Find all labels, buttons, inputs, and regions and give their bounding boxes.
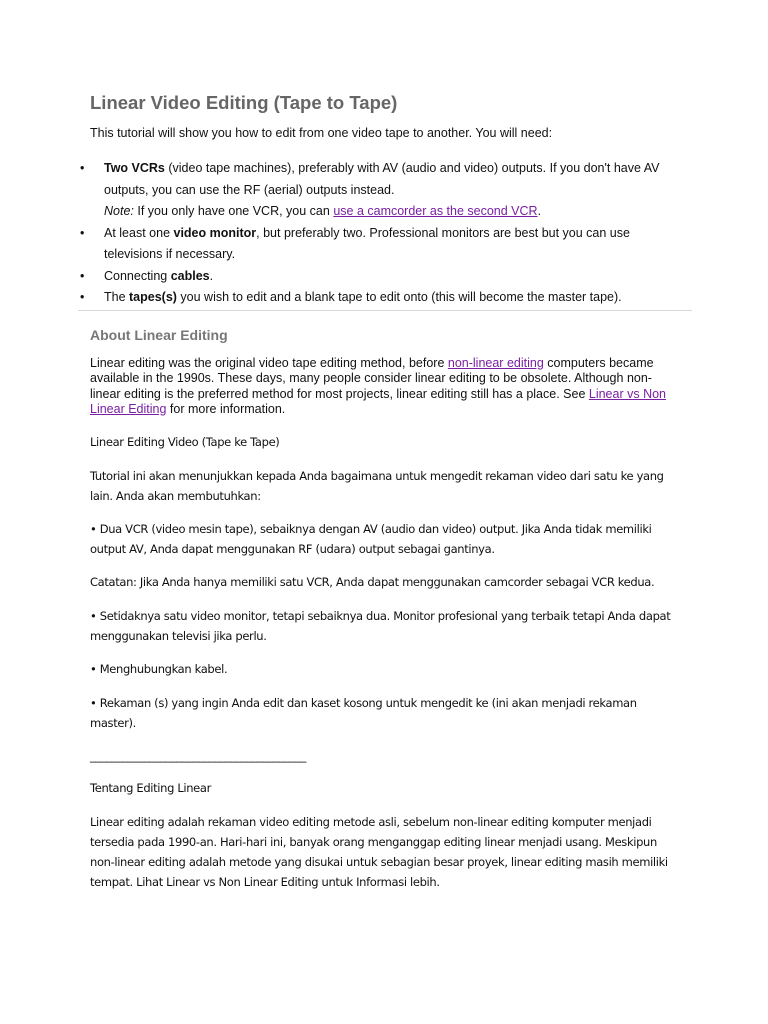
translation-bullet: • Setidaknya satu video monitor, tetapi sebaiknya dua. Monitor profesional yang terbaik tetapi Anda dapat menggunakan televisi jika perlu. [90, 608, 671, 643]
list-item: • The tapes(s) you wish to edit and a blank tape to edit onto (this will become the master tape). [90, 287, 680, 309]
about-paragraph: Linear editing was the original video tape editing method, before non-linear editing computers became available in the 1990s. These days, many people consider linear editing to be obsolete. Although non-linear editing is the preferred method for most projects, linear editing still has a place. See Linear vs Non Linear Editing for more information. [90, 355, 666, 416]
bullet-icon: • [80, 225, 85, 240]
horizontal-divider [78, 310, 692, 311]
translation-note: Catatan: Jika Anda hanya memiliki satu VCR, Anda dapat menggunakan camcorder sebagai VCR kedua. [90, 574, 655, 589]
document-content [80, 92, 680, 905]
bullet-icon: • [80, 268, 85, 283]
item-bold: Two VCRs [104, 161, 165, 175]
list-item: • Two VCRs (video tape machines), preferably with AV (audio and video) outputs. If you don't have AV outputs, you can use the RF (aerial) outputs instead. Note: If you only have one VCR, you can use a camcorder as the second VCR. [90, 158, 680, 223]
note-label: Note: [104, 204, 134, 218]
underscore-separator: ________________________________________ [90, 748, 307, 763]
note-text: If you only have one VCR, you can [133, 204, 334, 218]
about-heading: About Linear Editing [90, 326, 228, 343]
bullet-icon: • [80, 290, 85, 304]
translation-section [90, 432, 680, 892]
translation-about-heading: Tentang Editing Linear [90, 780, 211, 795]
intro-paragraph: This tutorial will show you how to edit from one video tape to another. You will need: [90, 126, 553, 140]
translation-bullet: • Rekaman (s) yang ingin Anda edit dan kaset kosong untuk mengedit ke (ini akan menjadi rekaman master). [90, 695, 637, 730]
page-title: Linear Video Editing (Tape to Tape) [90, 92, 398, 113]
item-text: (video tape machines), preferably with AV (audio and video) outputs. If you don't have AV outputs, you can use the RF (aerial) outputs instead. [104, 161, 660, 197]
translation-about-paragraph: Linear editing adalah rekaman video editing metode asli, sebelum non-linear editing komputer menjadi tersedia pada 1990-an. Hari-hari ini, banyak orang menganggap editing linear menjadi usang. Meskipun non-linear editing adalah metode yang disukai untuk sebagian besar proyek, linear editing masih memiliki tempat. Lihat Linear vs Non Linear Editing untuk Informasi lebih. [90, 814, 668, 889]
list-item: • Connecting cables. [90, 266, 680, 288]
camcorder-link[interactable]: use a camcorder as the second VCR [333, 204, 538, 218]
translation-bullet: • Menghubungkan kabel. [90, 661, 228, 676]
linear-vs-nonlinear-link[interactable]: Linear vs Non Linear Editing [90, 386, 666, 416]
item-bold: tapes(s) [129, 290, 177, 304]
non-linear-editing-link[interactable]: non-linear editing [447, 355, 544, 370]
requirements-list [80, 158, 680, 309]
item-bold: cables [170, 268, 210, 283]
translation-title: Linear Editing Video (Tape ke Tape) [90, 434, 280, 449]
translation-intro: Tutorial ini akan menunjukkan kepada Anda bagaimana untuk mengedit rekaman video dari satu ke yang lain. Anda akan membutuhkan: [90, 468, 664, 503]
bullet-icon: • [80, 161, 85, 175]
item-bold: video monitor [173, 225, 257, 240]
list-item: • At least one video monitor, but preferably two. Professional monitors are best but you can use televisions if necessary. [90, 223, 680, 266]
translation-bullet: • Dua VCR (video mesin tape), sebaiknya dengan AV (audio dan video) output. Jika Anda tidak memiliki output AV, Anda dapat menggunakan RF (udara) output sebagai gantinya. [90, 521, 652, 556]
